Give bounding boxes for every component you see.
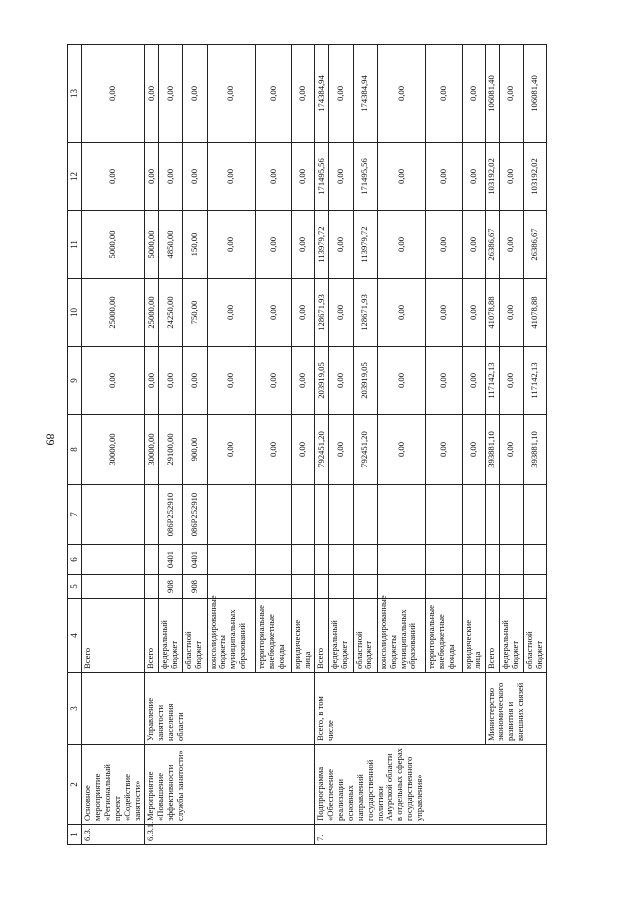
amount-cell: 0,00 <box>255 415 291 485</box>
grbs-code <box>523 575 546 599</box>
header-cell: 13 <box>68 45 82 143</box>
section-code <box>523 545 546 575</box>
budget-table <box>67 44 547 845</box>
amount-cell: 0,00 <box>255 279 291 347</box>
amount-cell: 0,00 <box>144 45 158 143</box>
grbs-code <box>499 575 523 599</box>
amount-cell: 0,00 <box>499 211 523 279</box>
amount-cell: 103192,02 <box>485 143 499 211</box>
amount-cell: 117142,13 <box>485 347 499 415</box>
amount-cell: 5000,00 <box>144 211 158 279</box>
amount-cell: 0,00 <box>329 415 353 485</box>
target-code: 086Р252910 <box>183 485 207 545</box>
measure-name: Подпрограмма «Обеспечение реализации основных направлений государственной политики Амурской области в отдельных сферах государственного управления» <box>315 745 547 825</box>
amount-cell: 5000,00 <box>82 211 145 279</box>
table-row <box>315 45 329 845</box>
source: федеральный бюджет <box>329 599 353 673</box>
source: консолидированные бюджеты муниципальных образований <box>377 599 425 673</box>
amount-cell: 0,00 <box>207 347 255 415</box>
amount-cell: 0,00 <box>426 415 462 485</box>
amount-cell: 0,00 <box>292 211 315 279</box>
source: юридические лица <box>292 599 315 673</box>
amount-cell: 0,00 <box>159 143 183 211</box>
amount-cell: 30000,00 <box>144 415 158 485</box>
section-code <box>377 545 425 575</box>
header-cell: 5 <box>68 575 82 599</box>
section-code <box>426 545 462 575</box>
amount-cell: 0,00 <box>426 211 462 279</box>
target-code <box>144 485 158 545</box>
measure-name: Основное мероприятие «Региональный проект «Содействие занятости» <box>82 745 145 825</box>
target-code <box>377 485 425 545</box>
source: федеральный бюджет <box>499 599 523 673</box>
amount-cell: 0,00 <box>82 143 145 211</box>
amount-cell: 0,00 <box>426 45 462 143</box>
amount-cell: 0,00 <box>462 143 485 211</box>
amount-cell: 41078,88 <box>485 279 499 347</box>
amount-cell: 4850,00 <box>159 211 183 279</box>
section-code: 0401 <box>159 545 183 575</box>
target-code <box>329 485 353 545</box>
table-row <box>82 45 145 845</box>
amount-cell: 0,00 <box>329 279 353 347</box>
amount-cell: 750,00 <box>183 279 207 347</box>
amount-cell: 106081,40 <box>523 45 546 143</box>
source: Всего <box>485 599 499 673</box>
table-row <box>485 45 499 845</box>
amount-cell: 0,00 <box>499 415 523 485</box>
header-cell: 3 <box>68 673 82 745</box>
source: областной бюджет <box>183 599 207 673</box>
amount-cell: 0,00 <box>462 347 485 415</box>
grbs-code <box>292 575 315 599</box>
amount-cell: 0,00 <box>183 45 207 143</box>
header-cell: 7 <box>68 485 82 545</box>
amount-cell: 0,00 <box>377 279 425 347</box>
header-cell: 12 <box>68 143 82 211</box>
target-code <box>485 485 499 545</box>
grbs-code <box>329 575 353 599</box>
amount-cell: 0,00 <box>183 143 207 211</box>
row-number: 6.3. <box>82 825 145 845</box>
amount-cell: 0,00 <box>462 45 485 143</box>
target-code <box>523 485 546 545</box>
amount-cell: 393881,10 <box>485 415 499 485</box>
amount-cell: 174384,94 <box>315 45 329 143</box>
grbs-code <box>144 575 158 599</box>
grbs-code <box>426 575 462 599</box>
amount-cell: 0,00 <box>377 143 425 211</box>
source: юридические лица <box>462 599 485 673</box>
amount-cell: 30000,00 <box>82 415 145 485</box>
amount-cell: 203919,05 <box>353 347 377 415</box>
amount-cell: 0,00 <box>159 45 183 143</box>
amount-cell: 0,00 <box>426 279 462 347</box>
amount-cell: 128671,93 <box>315 279 329 347</box>
amount-cell: 0,00 <box>292 279 315 347</box>
target-code: 086Р252910 <box>159 485 183 545</box>
measure-name: Мероприятие «Повышение эффективности службы занятости» <box>144 745 314 825</box>
amount-cell: 29100,00 <box>159 415 183 485</box>
amount-cell: 0,00 <box>292 143 315 211</box>
amount-cell: 0,00 <box>292 347 315 415</box>
executor <box>82 673 145 745</box>
amount-cell: 0,00 <box>329 45 353 143</box>
amount-cell: 0,00 <box>207 211 255 279</box>
amount-cell: 0,00 <box>207 143 255 211</box>
amount-cell: 106081,40 <box>485 45 499 143</box>
amount-cell: 0,00 <box>207 279 255 347</box>
target-code <box>315 485 329 545</box>
header-row <box>68 45 82 845</box>
amount-cell: 0,00 <box>499 45 523 143</box>
executor: Всего, в том числе <box>315 673 485 745</box>
amount-cell: 0,00 <box>499 279 523 347</box>
amount-cell: 0,00 <box>144 347 158 415</box>
amount-cell: 0,00 <box>82 347 145 415</box>
page-number: 89 <box>43 433 58 446</box>
amount-cell: 900,00 <box>183 415 207 485</box>
amount-cell: 0,00 <box>329 211 353 279</box>
amount-cell: 171495,56 <box>353 143 377 211</box>
amount-cell: 0,00 <box>292 415 315 485</box>
target-code <box>499 485 523 545</box>
target-code <box>292 485 315 545</box>
amount-cell: 0,00 <box>377 347 425 415</box>
amount-cell: 113979,72 <box>353 211 377 279</box>
amount-cell: 0,00 <box>183 347 207 415</box>
amount-cell: 103192,02 <box>523 143 546 211</box>
section-code: 0401 <box>183 545 207 575</box>
header-cell: 11 <box>68 211 82 279</box>
amount-cell: 0,00 <box>255 45 291 143</box>
source: территориальные внебюджетные фонды <box>255 599 291 673</box>
header-cell: 2 <box>68 745 82 825</box>
amount-cell: 0,00 <box>499 347 523 415</box>
amount-cell: 150,00 <box>183 211 207 279</box>
amount-cell: 113979,72 <box>315 211 329 279</box>
amount-cell: 0,00 <box>255 143 291 211</box>
source: консолидированные бюджеты муниципальных образований <box>207 599 255 673</box>
grbs-code <box>353 575 377 599</box>
amount-cell: 0,00 <box>207 45 255 143</box>
amount-cell: 792451,20 <box>353 415 377 485</box>
amount-cell: 0,00 <box>144 143 158 211</box>
amount-cell: 0,00 <box>499 143 523 211</box>
section-code <box>329 545 353 575</box>
amount-cell: 0,00 <box>377 45 425 143</box>
target-code <box>353 485 377 545</box>
section-code <box>82 545 145 575</box>
amount-cell: 0,00 <box>426 143 462 211</box>
amount-cell: 0,00 <box>329 347 353 415</box>
table-row <box>144 45 158 845</box>
grbs-code: 908 <box>183 575 207 599</box>
amount-cell: 0,00 <box>255 211 291 279</box>
amount-cell: 26386,67 <box>523 211 546 279</box>
header-cell: 10 <box>68 279 82 347</box>
amount-cell: 792451,20 <box>315 415 329 485</box>
amount-cell: 25000,00 <box>82 279 145 347</box>
amount-cell: 171495,56 <box>315 143 329 211</box>
row-number: 6.3.1. <box>144 825 314 845</box>
target-code <box>82 485 145 545</box>
grbs-code <box>462 575 485 599</box>
grbs-code <box>315 575 329 599</box>
amount-cell: 0,00 <box>207 415 255 485</box>
amount-cell: 0,00 <box>426 347 462 415</box>
section-code <box>499 545 523 575</box>
header-cell: 1 <box>68 825 82 845</box>
amount-cell: 0,00 <box>292 45 315 143</box>
amount-cell: 24250,00 <box>159 279 183 347</box>
section-code <box>485 545 499 575</box>
amount-cell: 128671,93 <box>353 279 377 347</box>
section-code <box>353 545 377 575</box>
header-cell: 8 <box>68 415 82 485</box>
amount-cell: 117142,13 <box>523 347 546 415</box>
section-code <box>462 545 485 575</box>
amount-cell: 203919,05 <box>315 347 329 415</box>
source: Всего <box>82 599 145 673</box>
header-cell: 6 <box>68 545 82 575</box>
source: Всего <box>144 599 158 673</box>
amount-cell: 393881,10 <box>523 415 546 485</box>
section-code <box>144 545 158 575</box>
amount-cell: 0,00 <box>159 347 183 415</box>
row-number: 7. <box>315 825 547 845</box>
section-code <box>207 545 255 575</box>
amount-cell: 0,00 <box>377 415 425 485</box>
amount-cell: 0,00 <box>329 143 353 211</box>
grbs-code <box>82 575 145 599</box>
grbs-code <box>485 575 499 599</box>
amount-cell: 174384,94 <box>353 45 377 143</box>
section-code <box>255 545 291 575</box>
source: федеральный бюджет <box>159 599 183 673</box>
grbs-code <box>255 575 291 599</box>
amount-cell: 0,00 <box>377 211 425 279</box>
grbs-code: 908 <box>159 575 183 599</box>
header-cell: 9 <box>68 347 82 415</box>
amount-cell: 0,00 <box>462 415 485 485</box>
amount-cell: 26386,67 <box>485 211 499 279</box>
section-code <box>315 545 329 575</box>
rotated-table-wrapper <box>67 65 547 845</box>
header-cell: 4 <box>68 599 82 673</box>
executor: Управление занятости населения области <box>144 673 314 745</box>
target-code <box>426 485 462 545</box>
target-code <box>462 485 485 545</box>
amount-cell: 0,00 <box>82 45 145 143</box>
source: территориальные внебюджетные фонды <box>426 599 462 673</box>
amount-cell: 25000,00 <box>144 279 158 347</box>
source: Всего <box>315 599 329 673</box>
source: областной бюджет <box>353 599 377 673</box>
source: областной бюджет <box>523 599 546 673</box>
section-code <box>292 545 315 575</box>
amount-cell: 41078,88 <box>523 279 546 347</box>
executor: Министерство экономического развития и внешних связей <box>485 673 546 745</box>
amount-cell: 0,00 <box>462 211 485 279</box>
target-code <box>255 485 291 545</box>
amount-cell: 0,00 <box>462 279 485 347</box>
target-code <box>207 485 255 545</box>
amount-cell: 0,00 <box>255 347 291 415</box>
